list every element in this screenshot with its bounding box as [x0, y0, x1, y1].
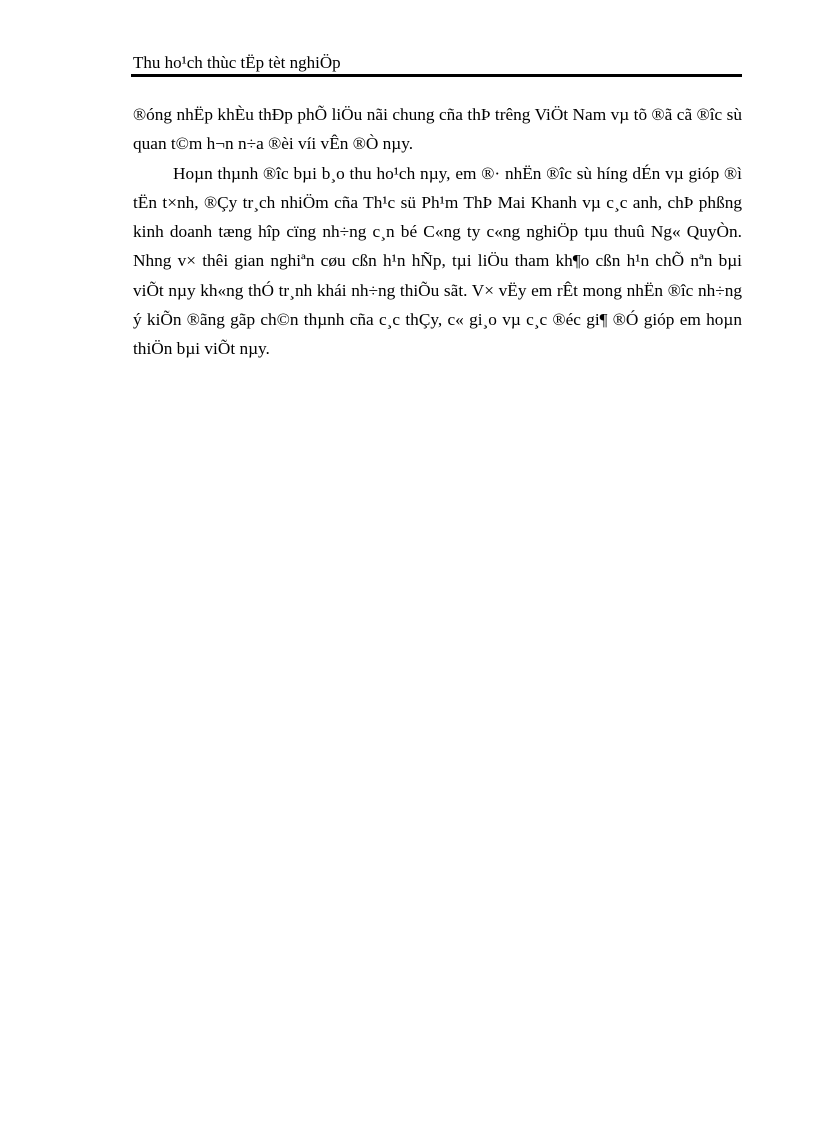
paragraph-1: ®óng nhËp khÈu thÐp phÕ liÖu nãi chung cña thÞ trêng ViÖt Nam vµ tõ ®ã cã ®îc sù quan t©m h¬n n÷a ®èi víi vÊn ®Ò nµy. [133, 105, 742, 154]
body-text [133, 100, 742, 364]
paragraph-2: Hoµn thµnh ®îc bµi b¸o thu ho¹ch nµy, em ®· nhËn ®îc sù híng dÉn vµ gióp ®ì tËn t×nh, ®Çy tr¸ch nhiÖm cña Th¹c sü Ph¹m ThÞ Mai Khanh vµ c¸c anh, chÞ phßng kinh doanh tæng hîp cïng nh÷ng c¸n bé C«ng ty c«ng nghiÖp tµu thuû Ng« QuyÒn. Nhng v× thêi gian nghiªn cøu cßn h¹n hÑp, tµi liÖu tham kh¶o cßn h¹n chÕ nªn bµi viÕt nµy kh«ng thÓ tr¸nh khái nh÷ng thiÕu sãt. V× vËy em rÊt mong nhËn ®îc nh÷ng ý kiÕn ®ãng gãp ch©n thµnh cña c¸c thÇy, c« gi¸o vµ c¸c ®éc gi¶ ®Ó gióp em hoµn thiÖn bµi viÕt nµy. [133, 163, 742, 359]
page-header-title: Thu ho¹ch thùc tËp tèt nghiÖp [133, 53, 341, 72]
header-rule [131, 74, 742, 77]
